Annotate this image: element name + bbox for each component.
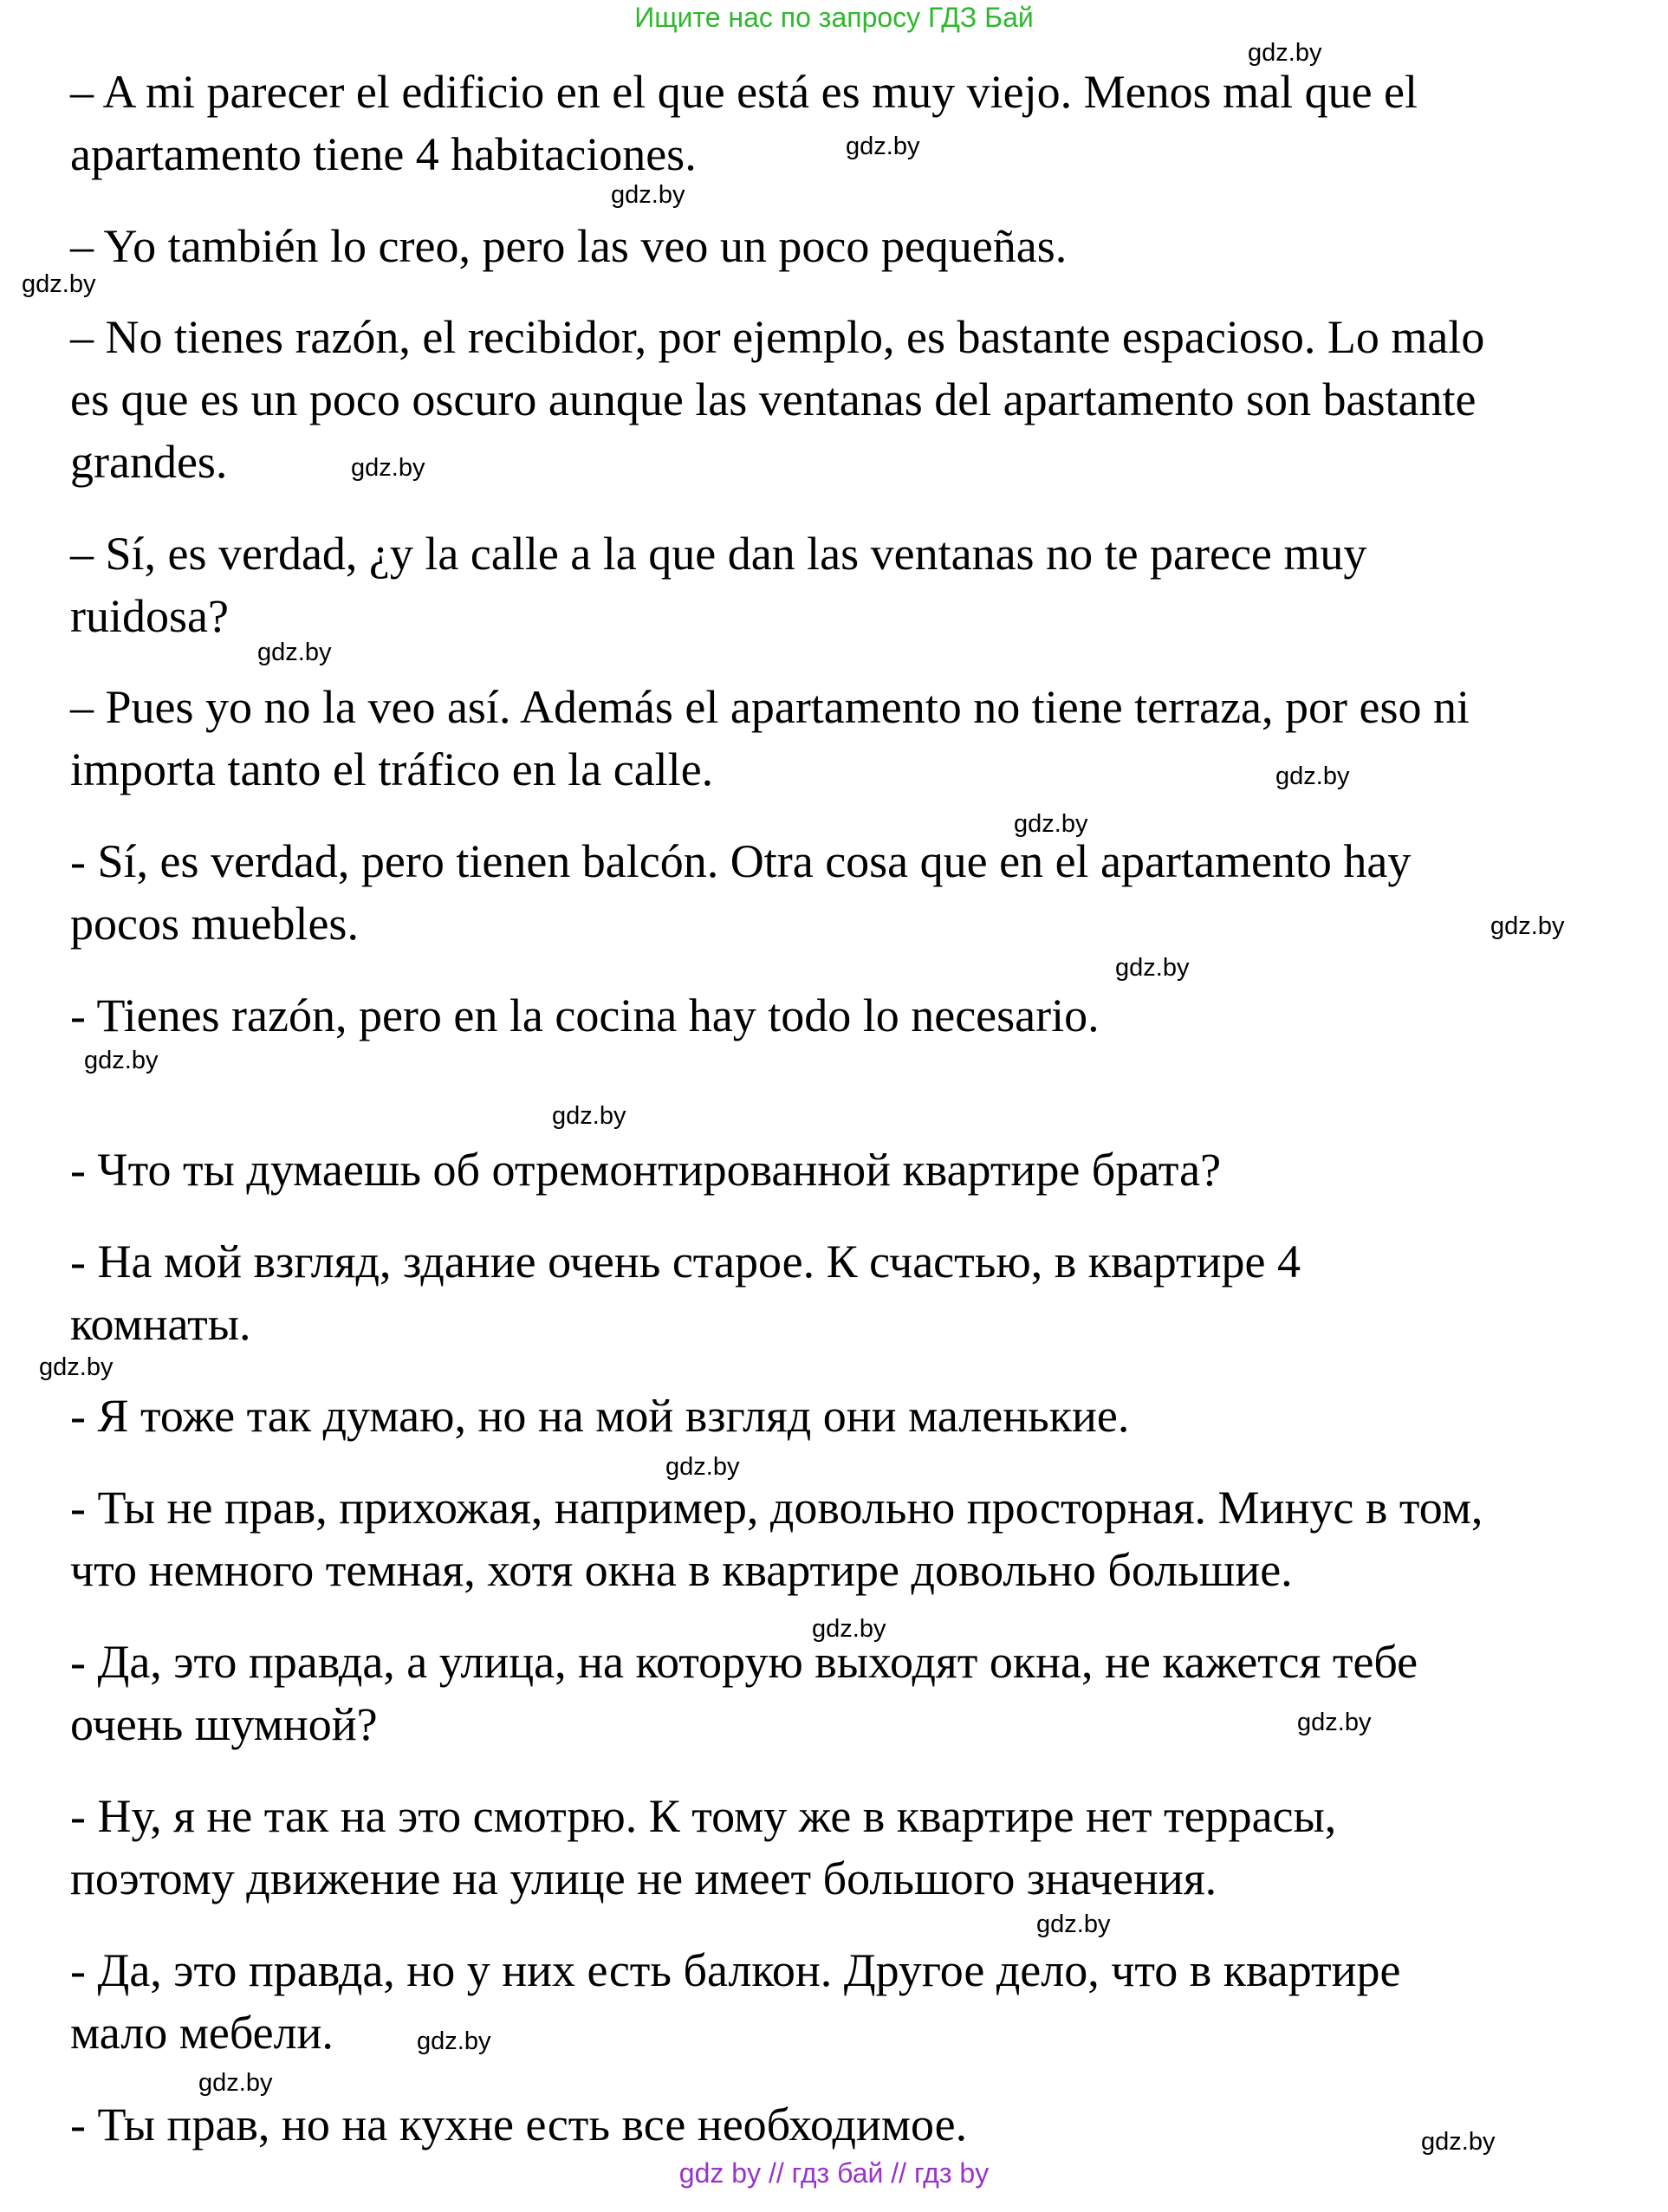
text-line: importa tanto el tráfico en la calle.: [70, 743, 714, 795]
watermark: gdz.by: [1014, 810, 1088, 838]
spanish-paragraph-2: [70, 215, 1630, 277]
watermark: gdz.by: [1036, 1910, 1111, 1938]
watermark: gdz.by: [84, 1047, 159, 1074]
text-line: grandes.: [70, 436, 228, 488]
text-line: ruidosa?: [70, 590, 229, 642]
text-line: – A mi parecer el edificio en el que está es muy viejo. Menos mal que el: [70, 66, 1418, 118]
text-line: es que es un poco oscuro aunque las ventanas del apartamento son bastante: [70, 373, 1477, 425]
text-line: - Я тоже так думаю, но на мой взгляд они маленькие.: [70, 1390, 1130, 1442]
text-line: apartamento tiene 4 habitaciones.: [70, 128, 697, 180]
russian-paragraph-3: [70, 1385, 1630, 1447]
text-line: мало мебели.: [70, 2007, 334, 2059]
russian-paragraph-4: [70, 1476, 1630, 1601]
watermark: gdz.by: [351, 454, 425, 482]
text-line: – Yo también lo creo, pero las veo un poco pequeñas.: [70, 220, 1068, 272]
footer-links[interactable]: gdz by // гдз бай // гдз by: [678, 2157, 990, 2189]
text-line: - Tienes razón, pero en la cocina hay todo lo necesario.: [70, 989, 1100, 1041]
spanish-paragraph-1: [70, 61, 1630, 185]
watermark: gdz.by: [22, 270, 96, 298]
text-line: комнаты.: [70, 1298, 251, 1350]
text-line: – No tienes razón, el recibidor, por ejemplo, es bastante espacioso. Lo malo: [70, 311, 1485, 363]
text-line: - На мой взгляд, здание очень старое. К счастью, в квартире 4: [70, 1236, 1301, 1288]
text-line: - Ну, я не так на это смотрю. К тому же в квартире нет террасы,: [70, 1790, 1337, 1842]
watermark: gdz.by: [846, 133, 920, 160]
watermark: gdz.by: [1115, 954, 1190, 982]
russian-paragraph-2: [70, 1230, 1630, 1355]
watermark: gdz.by: [665, 1453, 740, 1481]
russian-paragraph-6: [70, 1785, 1630, 1910]
text-line: - Ты не прав, прихожая, например, довольно просторная. Минус в том,: [70, 1482, 1483, 1534]
russian-paragraph-7: [70, 1939, 1630, 2064]
text-line: - Да, это правда, а улица, на которую выходят окна, не кажется тебе: [70, 1636, 1418, 1688]
russian-paragraph-8: [70, 2093, 1630, 2156]
watermark: gdz.by: [198, 2069, 273, 2097]
russian-paragraph-1: [70, 1138, 1630, 1201]
spanish-paragraph-5: [70, 676, 1630, 801]
watermark: gdz.by: [1248, 39, 1322, 67]
watermark: gdz.by: [552, 1102, 626, 1130]
watermark: gdz.by: [39, 1353, 114, 1381]
watermark: gdz.by: [257, 639, 332, 666]
watermark: gdz.by: [812, 1615, 886, 1643]
spanish-paragraph-7: [70, 984, 1630, 1047]
text-line: - Ты прав, но на кухне есть все необходимое.: [70, 2098, 968, 2150]
text-line: - Что ты думаешь об отремонтированной квартире брата?: [70, 1144, 1222, 1196]
text-line: что немного темная, хотя окна в квартире довольно большие.: [70, 1544, 1293, 1596]
text-line: - Да, это правда, но у них есть балкон. Другое дело, что в квартире: [70, 1944, 1401, 1996]
header-search-link[interactable]: Ищите нас по запросу ГДЗ Бай: [634, 2, 1034, 33]
russian-paragraph-5: [70, 1631, 1630, 1755]
text-line: поэтому движение на улице не имеет большого значения.: [70, 1852, 1217, 1904]
watermark: gdz.by: [1275, 762, 1350, 790]
watermark: gdz.by: [1421, 2128, 1496, 2156]
spanish-paragraph-4: [70, 522, 1630, 647]
spanish-paragraph-3: [70, 306, 1630, 493]
watermark: gdz.by: [1490, 912, 1565, 940]
text-line: - Sí, es verdad, pero tienen balcón. Otra cosa que en el apartamento hay: [70, 835, 1412, 887]
watermark: gdz.by: [1297, 1709, 1372, 1736]
text-line: pocos muebles.: [70, 898, 359, 950]
text-line: очень шумной?: [70, 1698, 378, 1750]
text-line: – Pues yo no la veo así. Además el apartamento no tiene terraza, por eso ni: [70, 681, 1470, 733]
text-line: – Sí, es verdad, ¿y la calle a la que dan las ventanas no te parece muy: [70, 528, 1367, 580]
spanish-paragraph-6: [70, 830, 1630, 955]
watermark: gdz.by: [611, 181, 685, 209]
watermark: gdz.by: [417, 2027, 491, 2055]
